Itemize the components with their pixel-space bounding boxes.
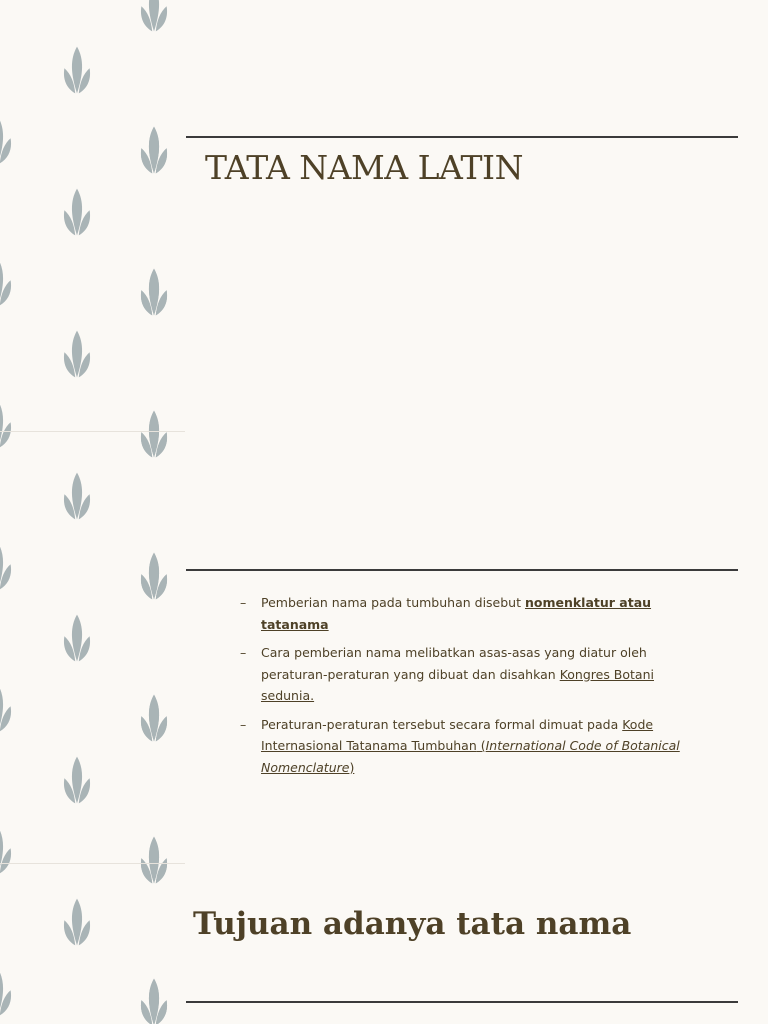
leaf-sprig-icon [0, 680, 16, 736]
leaf-sprig-icon [59, 42, 95, 98]
kongres-botani-link[interactable]: Kongres Botani sedunia. [261, 666, 654, 703]
leaf-sprig-icon [0, 254, 16, 310]
section-rule [186, 1001, 738, 1003]
bullet-item [240, 714, 708, 779]
slide-divider [0, 431, 185, 432]
content-rule [186, 569, 738, 571]
bullet-text: Pemberian nama pada tumbuhan disebut [261, 595, 525, 610]
bullet-item [240, 642, 708, 707]
leaf-sprig-icon [0, 112, 16, 168]
slide-divider [0, 863, 185, 864]
nomenklatur-link[interactable]: nomenklatur atau tatanama [261, 595, 652, 632]
leaf-sprig-icon [136, 974, 172, 1024]
leaf-sprig-icon [136, 406, 172, 462]
leaf-sprig-icon [59, 752, 95, 808]
leaf-sprig-icon [136, 548, 172, 604]
leaf-sprig-icon [136, 832, 172, 888]
bullet-text: Cara pemberian nama melibatkan asas-asas yang diatur oleh peraturan-peraturan yang dibuat dan disahkan [261, 645, 647, 682]
leaf-sprig-icon [0, 396, 16, 452]
leaf-sprig-icon [59, 894, 95, 950]
kode-internasional-link[interactable]: Kode Internasional Tatanama Tumbuhan [261, 716, 654, 753]
bullet-dash: – [240, 595, 247, 610]
bullet-text: Peraturan-peraturan tersebut secara formal dimuat pada [261, 716, 623, 732]
leaf-sprig-icon [59, 184, 95, 240]
bullet-dash: – [240, 645, 247, 660]
leaf-sprig-icon [0, 964, 16, 1020]
paren-close[interactable]: ) [349, 759, 355, 775]
leaf-sprig-icon [59, 468, 95, 524]
leaf-sprig-icon [0, 538, 16, 594]
leaf-sprig-icon [59, 610, 95, 666]
title-rule [186, 136, 738, 138]
leaf-sprig-icon [0, 822, 16, 878]
leaf-pattern-border [0, 0, 185, 1024]
leaf-sprig-icon [136, 264, 172, 320]
paren-open[interactable]: ( [476, 738, 486, 753]
leaf-sprig-icon [136, 0, 172, 36]
section-title: Tujuan adanya tata nama [193, 906, 632, 942]
icbn-link[interactable]: International Code of Botanical Nomenclature [261, 738, 680, 775]
bullet-list [240, 592, 708, 785]
leaf-sprig-icon [136, 122, 172, 178]
leaf-sprig-icon [59, 326, 95, 382]
bullet-dash: – [240, 716, 247, 732]
leaf-sprig-icon [136, 690, 172, 746]
bullet-item [240, 592, 708, 635]
slide-title: TATA NAMA LATIN [205, 148, 523, 187]
